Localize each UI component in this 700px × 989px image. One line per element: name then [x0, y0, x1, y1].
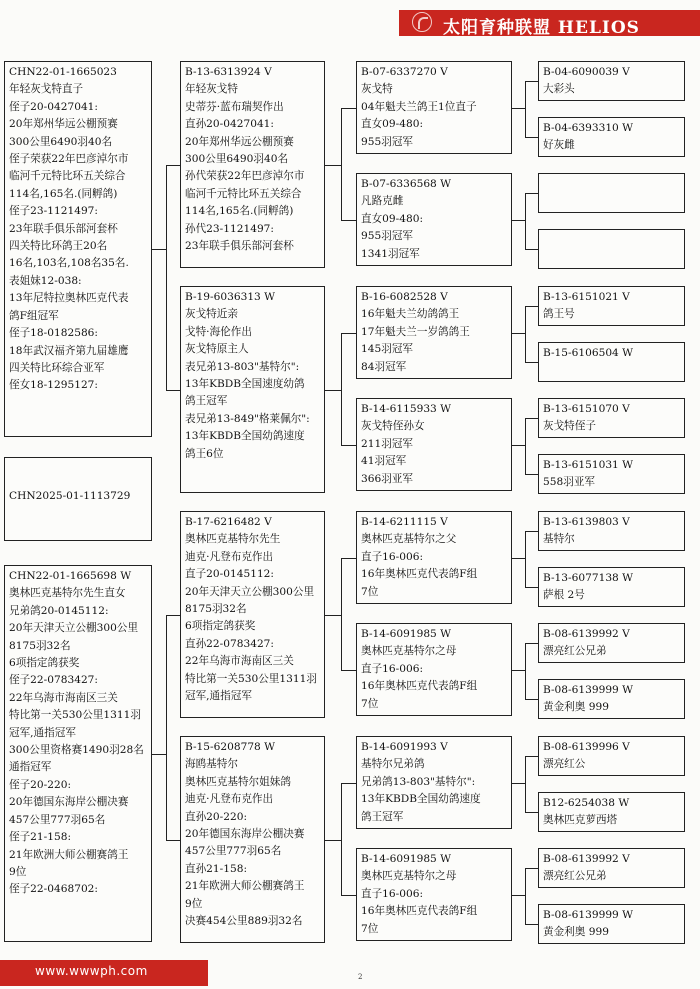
- connector-line: [325, 390, 341, 391]
- connector-line: [512, 670, 525, 671]
- connector-line: [166, 165, 180, 166]
- pedigree-note: 114名,165名.(同孵鸽): [185, 205, 294, 218]
- pedigree-note: 表姐妹12-038:: [9, 274, 82, 287]
- pedigree-note: 955羽冠军: [361, 135, 414, 148]
- pedigree-note: 灰戈特侄孙女: [361, 420, 425, 433]
- pedigree-note: 直孙20-220:: [185, 810, 248, 823]
- pedigree-note: 1341羽冠军: [361, 247, 420, 260]
- pedigree-box-dds: [356, 736, 512, 829]
- pedigree-box-g16: [538, 904, 685, 944]
- pedigree-note: 年轻灰戈特直子: [9, 83, 84, 96]
- brand-title: 太阳育种联盟 HELIOS: [443, 18, 640, 38]
- connector-line: [525, 306, 526, 362]
- ring-number: B12-6254038 W: [543, 797, 630, 809]
- ring-number: B-15-6106504 W: [543, 347, 634, 359]
- pedigree-note: 灰戈特侄子: [543, 420, 596, 433]
- connector-line: [525, 531, 526, 587]
- ring-number: B-08-6139992 V: [543, 853, 630, 865]
- pedigree-note: 23年联手俱乐部河套杯: [185, 240, 294, 253]
- pedigree-box-g13: [538, 736, 685, 776]
- connector-line: [341, 558, 342, 670]
- pedigree-note: 84羽冠军: [361, 360, 407, 373]
- connector-line: [341, 108, 357, 109]
- connector-line: [166, 615, 167, 840]
- pedigree-note: 通指冠军: [9, 761, 52, 774]
- pedigree-note: 史蒂芬·蓝布瑞契作出: [185, 100, 284, 113]
- pedigree-note: 8175羽32名: [9, 639, 71, 652]
- pedigree-note: 7位: [361, 585, 379, 598]
- pedigree-note: 兄弟鸽13-803"基特尔":: [361, 775, 476, 788]
- pedigree-box-g11: [538, 623, 685, 663]
- connector-line: [341, 895, 357, 896]
- connector-line: [512, 333, 525, 334]
- pedigree-note: 16年魁夫兰幼鸽鸽王: [361, 308, 460, 321]
- connector-line: [166, 390, 180, 391]
- ring-number: B-08-6139992 V: [543, 628, 630, 640]
- pedigree-note: 20年天津天立公棚300公里: [185, 585, 315, 598]
- pedigree-note: 457公里777羽65名: [185, 845, 282, 858]
- pedigree-note: 特比第一关530公里1311羽: [185, 672, 317, 685]
- pedigree-note: 13年KBDB全国幼鸽速度: [185, 430, 305, 443]
- pedigree-note: 16年奥林匹克代表鸽F组: [361, 905, 478, 918]
- connector-line: [512, 445, 525, 446]
- pedigree-box-g2: [538, 117, 685, 157]
- pedigree-note: 奥林匹克基特尔先生: [185, 533, 281, 546]
- pedigree-box-g10: [538, 567, 685, 607]
- pedigree-note: 457公里777羽65名: [9, 813, 106, 826]
- pedigree-note: 20年郑州华远公棚预赛: [185, 135, 294, 148]
- pedigree-box-g8: [538, 454, 685, 494]
- connector-line: [525, 531, 538, 532]
- ring-number: B-04-6090039 V: [543, 66, 630, 78]
- pedigree-note: 冠军,通指冠军: [9, 726, 76, 739]
- ring-number: B-08-6139996 V: [543, 741, 630, 753]
- pedigree-note: 灰戈特近亲: [185, 308, 238, 321]
- pedigree-note: 直女09-480:: [361, 212, 424, 225]
- pedigree-note: 17年魁夫兰一岁鸽鸽王: [361, 325, 470, 338]
- connector-line: [512, 895, 525, 896]
- pedigree-note: 直女09-480:: [361, 118, 424, 131]
- connector-line: [512, 558, 525, 559]
- pedigree-note: 戈特·海伦作出: [185, 325, 252, 338]
- pedigree-note: 冠军,通指冠军: [185, 690, 252, 703]
- pedigree-note: 侄子20-220:: [9, 778, 72, 791]
- pedigree-note: 侄子荣获22年巴彦淖尔市: [9, 153, 129, 166]
- pedigree-note: 直子16-006:: [361, 887, 424, 900]
- connector-line: [152, 754, 166, 755]
- pedigree-box-g6: [538, 342, 685, 382]
- pedigree-box-g5: [538, 286, 685, 326]
- pedigree-note: 漂亮红公兄弟: [543, 645, 607, 658]
- pedigree-note: 直子20-0145112:: [185, 568, 274, 581]
- pedigree-box-dss: [356, 511, 512, 604]
- pedigree-note: 13年尼特拉奥林匹克代表: [9, 292, 129, 305]
- ring-number: B-16-6082528 V: [361, 291, 448, 303]
- pedigree-note: 临河千元特比环五关综合: [9, 170, 126, 183]
- connector-line: [341, 670, 357, 671]
- ring-number: B-04-6393310 W: [543, 122, 634, 134]
- pedigree-note: 16名,103名,108名35名.: [9, 257, 129, 270]
- connector-line: [341, 333, 342, 445]
- pedigree-note: 临河千元特比环五关综合: [185, 187, 302, 200]
- pedigree-note: 8175羽32名: [185, 603, 247, 616]
- ring-number: B-07-6337270 V: [361, 66, 448, 78]
- pedigree-box-g15: [538, 848, 685, 888]
- pedigree-note: 6项指定鸽获奖: [185, 620, 256, 633]
- brand-banner: [399, 10, 700, 36]
- pedigree-note: 特比第一关530公里1311羽: [9, 709, 141, 722]
- pedigree-note: 20年天津天立公棚300公里: [9, 622, 139, 635]
- connector-line: [525, 81, 538, 82]
- connector-line: [525, 474, 538, 475]
- ring-number: B-13-6077138 W: [543, 572, 634, 584]
- pedigree-note: 侄子20-0427041:: [9, 100, 98, 113]
- connector-line: [341, 783, 342, 895]
- connector-line: [512, 108, 525, 109]
- connector-line: [341, 333, 357, 334]
- pedigree-note: 鸽王冠军: [185, 395, 228, 408]
- ring-number: B-14-6091985 W: [361, 853, 452, 865]
- pedigree-note: 孙代荣获22年巴彦淖尔市: [185, 170, 305, 183]
- connector-line: [512, 783, 525, 784]
- pedigree-box-sds: [356, 286, 512, 379]
- connector-line: [525, 643, 526, 699]
- pedigree-box-g7: [538, 398, 685, 438]
- pedigree-box-ssd: [356, 173, 512, 266]
- connector-line: [525, 362, 538, 363]
- pedigree-note: 漂亮红公: [543, 758, 586, 771]
- connector-line: [166, 165, 167, 390]
- pedigree-note: 侄子18-0182586:: [9, 327, 98, 340]
- ring-number: CHN22-01-1665698 W: [9, 570, 132, 582]
- pedigree-note: 366羽亚军: [361, 472, 414, 485]
- pedigree-note: 表兄弟13-803"基特尔":: [185, 360, 300, 373]
- pedigree-note: 114名,165名.(同孵鸽): [9, 187, 118, 200]
- connector-line: [525, 137, 538, 138]
- pedigree-note: 04年魁夫兰鸽王1位直子: [361, 100, 477, 113]
- pedigree-note: 四关特比环鸽王20名: [9, 240, 108, 253]
- connector-line: [325, 165, 341, 166]
- pedigree-note: 兄弟鸽20-0145112:: [9, 604, 109, 617]
- connector-line: [525, 756, 526, 812]
- pedigree-note: 奥林匹克基特尔之母: [361, 870, 457, 883]
- connector-line: [525, 924, 538, 925]
- ring-number: B-13-6139803 V: [543, 516, 630, 528]
- pedigree-box-sdd: [356, 398, 512, 491]
- ring-number: B-13-6151021 V: [543, 291, 630, 303]
- pedigree-note: 鸽王6位: [185, 447, 224, 460]
- pedigree-note: 奥林匹克萝西塔: [543, 814, 618, 827]
- pedigree-note: 41羽冠军: [361, 455, 407, 468]
- pedigree-note: 侄子23-1121497:: [9, 205, 98, 218]
- pedigree-note: 萨根 2号: [543, 589, 585, 602]
- pedigree-note: 7位: [361, 697, 379, 710]
- pedigree-note: 300公里6490羽40名: [185, 153, 289, 166]
- pedigree-note: 20年德国东海岸公棚决赛: [9, 796, 129, 809]
- pedigree-note: 鸽王冠军: [361, 810, 404, 823]
- pedigree-note: 直子16-006:: [361, 662, 424, 675]
- connector-line: [341, 445, 357, 446]
- pedigree-note: 300公里6490羽40名: [9, 135, 113, 148]
- ring-number: B-13-6151031 W: [543, 459, 634, 471]
- page-number: 2: [358, 973, 363, 981]
- ring-number: B-14-6091985 W: [361, 628, 452, 640]
- pedigree-note: 16年奥林匹克代表鸽F组: [361, 568, 478, 581]
- pedigree-note: 年轻灰戈特: [185, 83, 238, 96]
- connector-line: [525, 418, 538, 419]
- pedigree-note: 鸽王号: [543, 308, 575, 321]
- connector-line: [525, 868, 538, 869]
- pedigree-note: 直子16-006:: [361, 550, 424, 563]
- pedigree-note: 直孙22-0783427:: [185, 637, 274, 650]
- pedigree-box-g1: [538, 61, 685, 101]
- pedigree-note: 海鸥基特尔: [185, 758, 238, 771]
- connector-line: [525, 418, 526, 474]
- footer-url[interactable]: www.wwwph.com: [35, 964, 148, 978]
- connector-line: [525, 81, 526, 137]
- ring-number: B-08-6139999 W: [543, 684, 634, 696]
- connector-line: [325, 840, 341, 841]
- pedigree-note: 13年KBDB全国速度幼鸽: [185, 378, 305, 391]
- pedigree-note: 奥林匹克基特尔姐妹鸽: [185, 775, 291, 788]
- pedigree-note: 黄金利奥 999: [543, 926, 609, 939]
- helios-logo-icon: [412, 12, 432, 32]
- pedigree-box-g3: [538, 173, 685, 213]
- pedigree-box-sss: [356, 61, 512, 154]
- pedigree-note: 22年乌海市海南区三关: [185, 655, 294, 668]
- connector-line: [525, 249, 538, 250]
- pedigree-note: 表兄弟13-849"格莱佩尔":: [185, 412, 310, 425]
- connector-line: [525, 812, 538, 813]
- pedigree-box-sire: [4, 61, 152, 437]
- ring-number: B-19-6036313 W: [185, 291, 276, 303]
- connector-line: [525, 868, 526, 924]
- pedigree-note: 558羽亚军: [543, 476, 596, 489]
- pedigree-note: 奥林匹克基特尔之父: [361, 533, 457, 546]
- pedigree-note: 22年乌海市海南区三关: [9, 691, 118, 704]
- pedigree-note: 基特尔兄弟鸽: [361, 758, 425, 771]
- pedigree-note: 9位: [9, 865, 27, 878]
- ring-number: B-17-6216482 V: [185, 516, 272, 528]
- pedigree-note: 孙代23-1121497:: [185, 222, 274, 235]
- connector-line: [525, 643, 538, 644]
- pedigree-note: 基特尔: [543, 533, 575, 546]
- connector-line: [525, 587, 538, 588]
- pedigree-note: 决赛454公里889羽32名: [185, 915, 303, 928]
- pedigree-note: 211羽冠军: [361, 437, 414, 450]
- pedigree-note: 300公里资格赛1490羽28名: [9, 744, 144, 757]
- pedigree-note: 黄金利奥 999: [543, 701, 609, 714]
- connector-line: [512, 220, 525, 221]
- ring-number: B-08-6139999 W: [543, 909, 634, 921]
- ring-number: B-13-6313924 V: [185, 66, 272, 78]
- pedigree-note: 21年欧洲大师公棚赛鸽王: [185, 880, 305, 893]
- pedigree-note: 145羽冠军: [361, 343, 414, 356]
- ring-number: CHN2025-01-1113729: [9, 490, 131, 502]
- ring-number: B-14-6211115 V: [361, 516, 448, 528]
- pedigree-note: 侄女18-1295127:: [9, 379, 98, 392]
- connector-line: [166, 615, 180, 616]
- pedigree-note: 直孙21-158:: [185, 862, 248, 875]
- connector-line: [152, 249, 166, 250]
- pedigree-note: 四关特比环综合亚军: [9, 361, 105, 374]
- pedigree-note: 955羽冠军: [361, 230, 414, 243]
- connector-line: [525, 193, 538, 194]
- pedigree-note: 16年奥林匹克代表鸽F组: [361, 680, 478, 693]
- footer-bar: [0, 960, 208, 986]
- pedigree-note: 18年武汉福齐第九届雄鹰: [9, 344, 129, 357]
- pedigree-box-g4: [538, 229, 685, 269]
- pedigree-note: 23年联手俱乐部河套杯: [9, 222, 118, 235]
- pedigree-note: 侄子22-0468702:: [9, 883, 98, 896]
- connector-line: [341, 783, 357, 784]
- ring-number: CHN22-01-1665023: [9, 66, 117, 78]
- pedigree-box-g12: [538, 679, 685, 719]
- ring-number: B-15-6208778 W: [185, 741, 276, 753]
- pedigree-note: 7位: [361, 922, 379, 935]
- pedigree-note: 13年KBDB全国幼鸽速度: [361, 793, 481, 806]
- pedigree-note: 迪克·凡登布克作出: [185, 793, 274, 806]
- connector-line: [525, 193, 526, 249]
- connector-line: [325, 615, 341, 616]
- pedigree-note: 直孙20-0427041:: [185, 118, 274, 131]
- pedigree-box-dsd: [356, 623, 512, 716]
- pedigree-note: 20年德国东海岸公棚决赛: [185, 828, 305, 841]
- ring-number: B-07-6336568 W: [361, 178, 452, 190]
- pedigree-note: 奥林匹克基特尔先生直女: [9, 587, 126, 600]
- connector-line: [341, 108, 342, 220]
- pedigree-box-ss: [180, 61, 325, 268]
- connector-line: [525, 756, 538, 757]
- pedigree-box-main: [4, 457, 152, 541]
- pedigree-note: 6项指定鸽获奖: [9, 657, 80, 670]
- pedigree-note: 奥林匹克基特尔之母: [361, 645, 457, 658]
- connector-line: [525, 306, 538, 307]
- ring-number: B-13-6151070 V: [543, 403, 630, 415]
- ring-number: B-14-6115933 W: [361, 403, 452, 415]
- pedigree-box-ds: [180, 511, 325, 718]
- pedigree-box-g14: [538, 792, 685, 832]
- pedigree-note: 侄子21-158:: [9, 831, 72, 844]
- pedigree-note: 9位: [185, 897, 203, 910]
- pedigree-note: 好灰雌: [543, 139, 575, 152]
- pedigree-note: 漂亮红公兄弟: [543, 870, 607, 883]
- pedigree-box-dam: [4, 565, 152, 942]
- pedigree-note: 灰戈特: [361, 83, 393, 96]
- pedigree-note: 侄子22-0783427:: [9, 674, 98, 687]
- pedigree-box-sd: [180, 286, 325, 493]
- pedigree-box-dd: [180, 736, 325, 943]
- connector-line: [525, 699, 538, 700]
- pedigree-box-ddd: [356, 848, 512, 941]
- pedigree-note: 鸽F组冠军: [9, 309, 59, 322]
- connector-line: [341, 558, 357, 559]
- pedigree-note: 20年郑州华远公棚预赛: [9, 118, 118, 131]
- connector-line: [166, 840, 180, 841]
- pedigree-note: 灰戈特原主人: [185, 343, 249, 356]
- ring-number: B-14-6091993 V: [361, 741, 448, 753]
- pedigree-note: 凡路克雌: [361, 195, 404, 208]
- pedigree-note: 迪克·凡登布克作出: [185, 550, 274, 563]
- pedigree-note: 大彩头: [543, 83, 575, 96]
- pedigree-note: 21年欧洲大师公棚赛鸽王: [9, 848, 129, 861]
- connector-line: [341, 220, 357, 221]
- pedigree-box-g9: [538, 511, 685, 551]
